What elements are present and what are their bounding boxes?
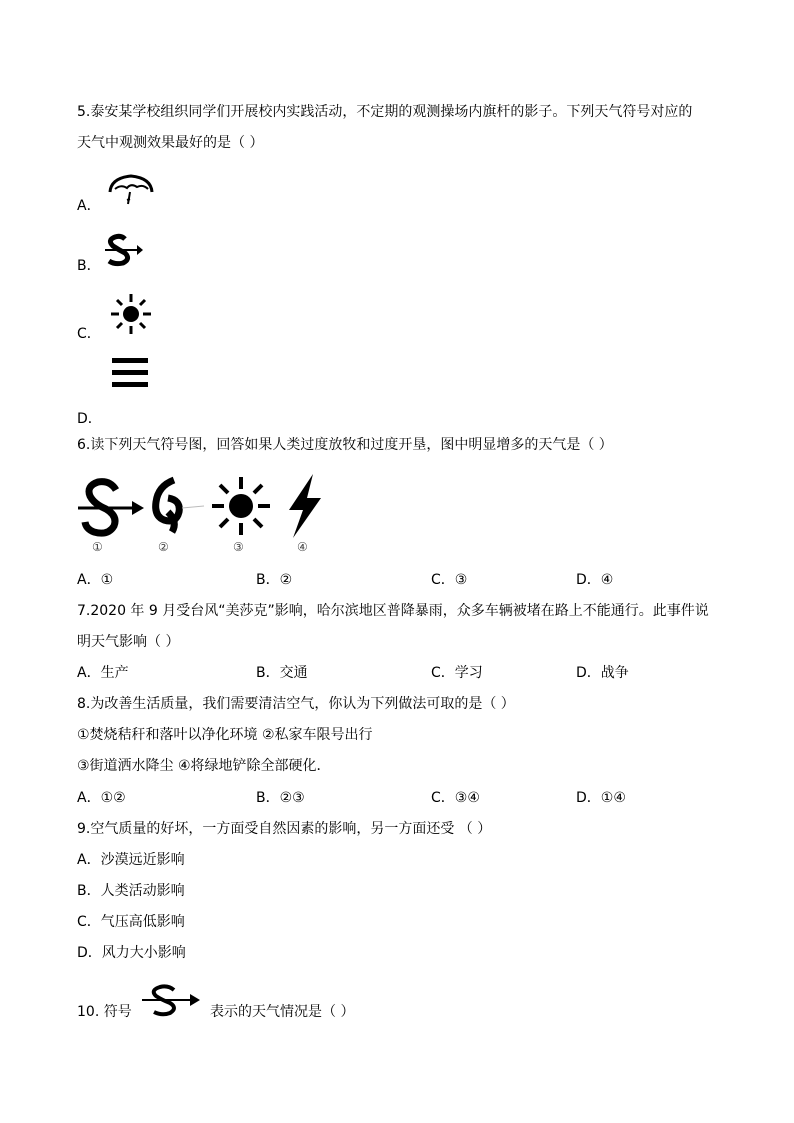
q6-option-b[interactable]: B．② (256, 572, 293, 588)
q8-option-a[interactable]: A．①② (77, 790, 126, 806)
symbol-label-3: ③ (233, 540, 244, 554)
q5-line1: 5.泰安某学校组织同学们开展校内实践活动，不定期的观测操场内旗杆的影子。下列天气符号对应的 (77, 104, 693, 120)
q8-statements-1: ①焚烧秸秆和落叶以净化环境 ②私家车限号出行 (77, 727, 373, 743)
symbol-label-1: ① (92, 540, 103, 554)
q5-option-d[interactable]: D． (77, 411, 102, 427)
q6-option-a[interactable]: A．① (77, 572, 114, 588)
q9-option-b[interactable]: B．人类活动影响 (77, 883, 185, 899)
q5-option-b[interactable]: B． (77, 258, 101, 274)
q8-option-c[interactable]: C．③④ (431, 790, 480, 806)
q9-option-d[interactable]: D．风力大小影响 (77, 945, 186, 961)
q9-option-a[interactable]: A．沙漠远近影响 (77, 852, 185, 868)
fog-icon (112, 357, 148, 393)
q5-option-a[interactable]: A． (77, 198, 101, 214)
q7-option-d[interactable]: D．战争 (576, 665, 629, 681)
q10-sandstorm-icon (140, 984, 202, 1022)
q5-option-c[interactable]: C． (77, 326, 101, 342)
rain-cloud-icon (107, 172, 155, 212)
q7-option-c[interactable]: C．学习 (431, 665, 483, 681)
q7-line2: 明天气影响（ ） (77, 634, 180, 650)
q6-option-d[interactable]: D．④ (576, 572, 614, 588)
symbol-label-2: ② (158, 540, 169, 554)
q8-option-d[interactable]: D．①④ (576, 790, 626, 806)
sunny-icon (109, 292, 153, 340)
q7-option-a[interactable]: A．生产 (77, 665, 129, 681)
lightning-icon (283, 474, 323, 542)
q9-question: 9.空气质量的好坏，一方面受自然因素的影响，另一方面还受 （ ） (77, 821, 492, 837)
q6-option-c[interactable]: C．③ (431, 572, 468, 588)
sandstorm-icon (103, 233, 143, 271)
q10-suffix: 表示的天气情况是（ ） (210, 1004, 355, 1020)
q5-line2: 天气中观测效果最好的是（ ） (77, 135, 264, 151)
q9-option-c[interactable]: C．气压高低影响 (77, 914, 185, 930)
q6-question: 6.读下列天气符号图，回答如果人类过度放牧和过度开垦，图中明显增多的天气是（ ） (77, 437, 613, 453)
q8-option-b[interactable]: B．②③ (256, 790, 305, 806)
q10-prefix: 10. 符号 (77, 1004, 132, 1020)
q6-sunny-icon (210, 475, 272, 541)
symbol-label-4: ④ (297, 540, 308, 554)
typhoon-icon (146, 476, 206, 540)
q8-question: 8.为改善生活质量，我们需要清洁空气，你认为下列做法可取的是（ ） (77, 696, 515, 712)
q7-option-b[interactable]: B．交通 (256, 665, 308, 681)
q6-sandstorm-icon (76, 476, 144, 544)
q8-statements-2: ③街道洒水降尘 ④将绿地铲除全部硬化． (77, 758, 331, 774)
q7-line1: 7.2020 年 9 月受台风“美莎克”影响，哈尔滨地区普降暴雨，众多车辆被堵在路上不能通行。此事件说 (77, 603, 709, 619)
